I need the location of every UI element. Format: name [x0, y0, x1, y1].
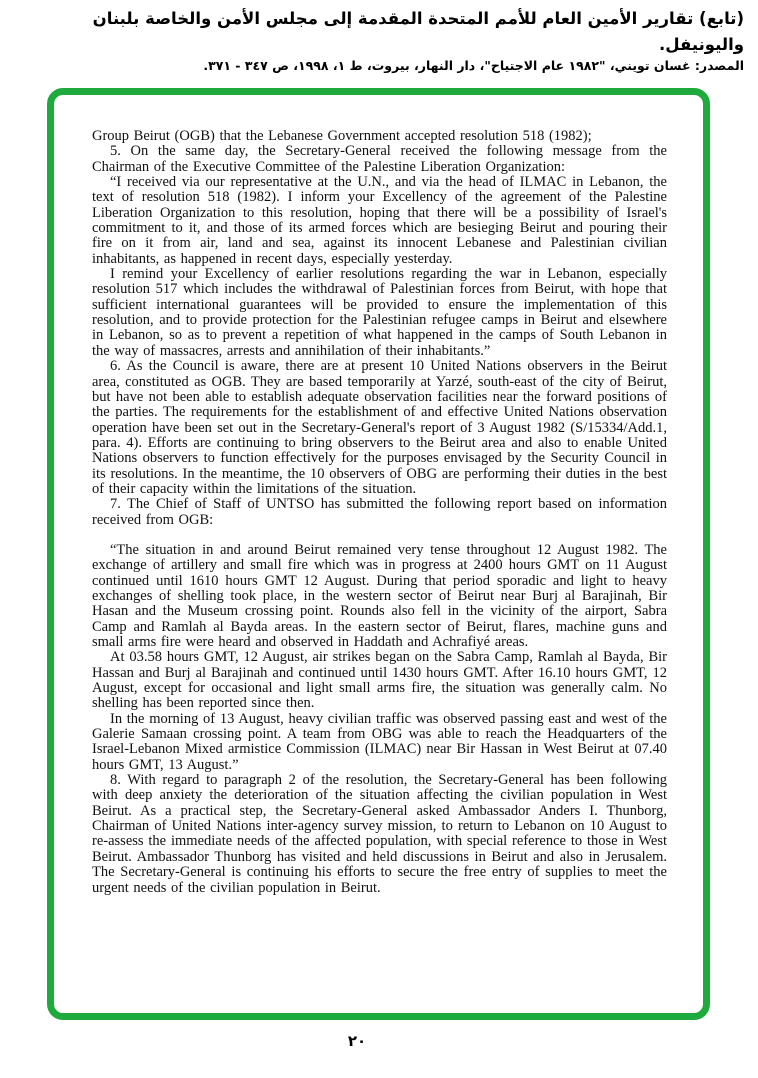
body-paragraph: 5. On the same day, the Secretary-General received the following message from the Chairman of the Executive Committee of the Palestine Liberation Organization: — [92, 143, 667, 175]
page-header — [0, 0, 758, 76]
highlight-border-box — [47, 88, 710, 1020]
body-paragraph: 8. With regard to paragraph 2 of the resolution, the Secretary-General has been following with deep anxiety the deterioration of the situation affecting the civilian population in West Beirut. As a practical step, the Secretary-General asked Ambassador Anders I. Thunborg, Chairman of United Nations inter-agency survey mission, to return to Lebanon on 10 August to re-assess the immediate needs of the affected population, with special reference to those in West Beirut. Ambassador Thunborg has visited and held discussions in Beirut and also in Jerusalem. The Secretary-General is continuing his efforts to secure the free entry of supplies to meet the urgent needs of the civilian population in Beirut. — [92, 772, 667, 896]
body-paragraph: At 03.58 hours GMT, 12 August, air strikes began on the Sabra Camp, Ramlah al Bayda, Bir Hassan and Burj al Barajinah and continued until 1430 hours GMT. After 16.10 hours GMT, 12 August, except for occasional and light small arms fire, the situation was generally calm. No shelling has been reported since then. — [92, 649, 667, 712]
page-number: ٢٠ — [347, 1032, 367, 1050]
header-title-arabic: (تابع) تقارير الأمين العام للأمم المتحدة المقدمة إلى مجلس الأمن والخاصة بلبنان واليونيفل. — [92, 9, 744, 54]
body-paragraph: Group Beirut (OGB) that the Lebanese Government accepted resolution 518 (1982); — [92, 128, 592, 144]
document-body — [92, 129, 667, 896]
body-paragraph: “The situation in and around Beirut remained very tense throughout 12 August 1982. The exchange of artillery and small fire which was in progress at 2400 hours GMT on 11 August continued until 1610 hours GMT 12 August. During that period sporadic and light to heavy exchanges of shelling took place, in the western sector of Beirut near Burj al Barajinah, Bir Hasan and the Museum crossing point. Rounds also fell in the vicinity of the airport, Sabra Camp and Ramlah al Bayda areas. In the eastern sector of Beirut, flares, machine guns and small arms fire were heard and observed in Haddath and Achrafiyé areas. — [92, 541, 667, 650]
body-paragraph: In the morning of 13 August, heavy civilian traffic was observed passing east and west of the Galerie Samaan crossing point. A team from OBG was able to reach the Headquarters of the Israel-Lebanon Mixed armistice Commission (ILMAC) near Bir Hassan in West Beirut at 07.40 hours GMT, 13 August.” — [92, 710, 667, 773]
body-paragraph: I remind your Excellency of earlier resolutions regarding the war in Lebanon, especially resolution 517 which includes the withdrawal of Palestinian forces from Beirut, with hope that sufficient international guarantees will be provided to ensure the implementation of this resolution, and to provide protection for the Palestinian refugee camps in Beirut and elsewhere in Lebanon, so as to prevent a repetition of what happened in the camps of South Lebanon in the way of massacres, arrests and annihilation of their inhabitants.” — [92, 266, 667, 359]
body-paragraph: 7. The Chief of Staff of UNTSO has submitted the following report based on information received from OGB: — [92, 496, 667, 528]
body-paragraph: “I received via our representative at the U.N., and via the head of ILMAC in Lebanon, the text of resolution 518 (1982). I inform your Excellency of the agreement of the Palestine Liberation Organization to this resolution, hoping that there will be a possibility of Israel's commitment to it, and those of its armed forces which are besieging Beirut and pouring their fire on it from air, land and sea, against its innocent Lebanese and Palestinian civilian inhabitants, as happened in recent days, especially yesterday. — [92, 174, 667, 267]
body-paragraph: 6. As the Council is aware, there are at present 10 United Nations observers in the Beirut area, constituted as OGB. They are based temporarily at Yarzé, south-east of the city of Beirut, but have not been able to establish adequate observation facilities near the forward positions of the parties. The requirements for the establishment of and effective United Nations observation operation have been set out in the Secretary-General's report of 3 August 1982 (S/15334/Add.1, para. 4). Efforts are continuing to bring observers to the Beirut area and also to enable United Nations observers to function effectively for the purposes envisaged by the Security Council in its resolutions. In the meantime, the 10 observers of OBG are performing their duties in the best of their capacity within the limitations of the situation. — [92, 358, 667, 497]
header-source-arabic: المصدر: غسان تويني، "١٩٨٢ عام الاجتياح"، دار النهار، بيروت، ط ١، ١٩٩٨، ص ٣٤٧ - ٣٧١. — [203, 58, 744, 74]
